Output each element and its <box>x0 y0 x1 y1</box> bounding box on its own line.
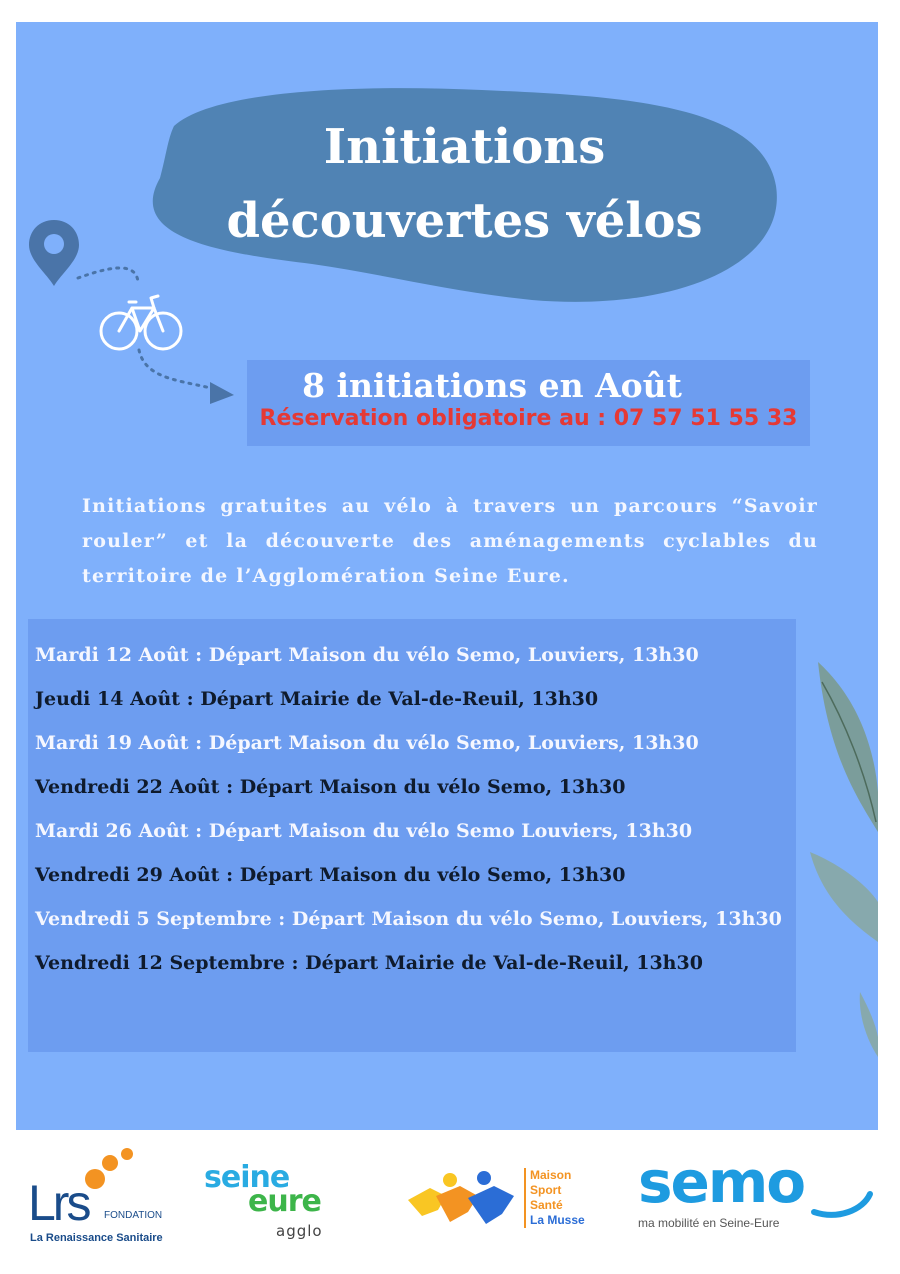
seine-eure-line3: agglo <box>276 1222 323 1240</box>
lrs-foundation-label: FONDATION <box>104 1210 163 1221</box>
dotted-arrow-icon <box>210 382 234 404</box>
session-item: Vendredi 22 Août : Départ Maison du vélo Semo, 13h30 <box>35 776 626 798</box>
partner-logos <box>0 1130 900 1274</box>
lrs-name: La Renaissance Sanitaire <box>30 1232 163 1244</box>
schedule-box <box>28 619 796 1052</box>
seine-eure-logo <box>204 1160 354 1250</box>
lrs-mark: Lrs <box>28 1175 89 1231</box>
msslm-line1: Maison <box>530 1168 572 1182</box>
session-item: Jeudi 14 Août : Départ Mairie de Val-de-Reuil, 13h30 <box>35 688 599 710</box>
semo-swoosh <box>638 1160 878 1250</box>
semo-tagline: ma mobilité en Seine-Eure <box>638 1216 780 1230</box>
runners-icon <box>402 1166 526 1230</box>
session-item: Vendredi 29 Août : Départ Maison du vélo Semo, 13h30 <box>35 864 626 886</box>
semo-logo <box>638 1148 878 1250</box>
semo-mark: semo <box>638 1148 805 1216</box>
bicycle-icon <box>101 296 181 349</box>
msslm-text <box>530 1168 585 1228</box>
msslm-divider <box>524 1168 526 1228</box>
intro-text: Initiations gratuites au vélo à travers un parcours “Savoir rouler” et la découverte des aménagements cyclables du territoire de l’Agglomération Seine Eure. <box>82 495 818 587</box>
title-line-1: Initiations <box>323 119 606 175</box>
msslm-line4: La Musse <box>530 1213 585 1227</box>
msslm-line2: Sport <box>530 1183 562 1197</box>
reservation-phone: Réservation obligatoire au : 07 57 51 55 33 <box>259 406 798 431</box>
maison-sport-sante-logo <box>402 1166 602 1246</box>
session-item: Mardi 19 Août : Départ Maison du vélo Semo, Louviers, 13h30 <box>35 732 699 754</box>
lrs-logo <box>24 1148 174 1256</box>
map-pin-icon <box>29 220 79 286</box>
title-line-2: découvertes vélos <box>226 193 703 249</box>
session-item: Vendredi 5 Septembre : Départ Maison du vélo Semo, Louviers, 13h30 <box>35 908 782 930</box>
route-illustration <box>26 220 246 410</box>
msslm-line3: Santé <box>530 1198 563 1212</box>
dotted-route-top <box>78 268 138 282</box>
seine-eure-line2: eure <box>248 1184 321 1219</box>
leaf-decoration <box>810 662 878 1062</box>
info-banner <box>247 360 810 446</box>
session-item: Mardi 12 Août : Départ Maison du vélo Semo, Louviers, 13h30 <box>35 644 699 666</box>
seine-eure-line1: seine <box>204 1160 290 1195</box>
banner-title: 8 initiations en Août <box>302 366 682 405</box>
session-item: Mardi 26 Août : Départ Maison du vélo Semo Louviers, 13h30 <box>35 820 693 842</box>
session-list <box>35 633 791 985</box>
poster <box>16 22 878 1130</box>
session-item: Vendredi 12 Septembre : Départ Mairie de Val-de-Reuil, 13h30 <box>35 952 703 974</box>
